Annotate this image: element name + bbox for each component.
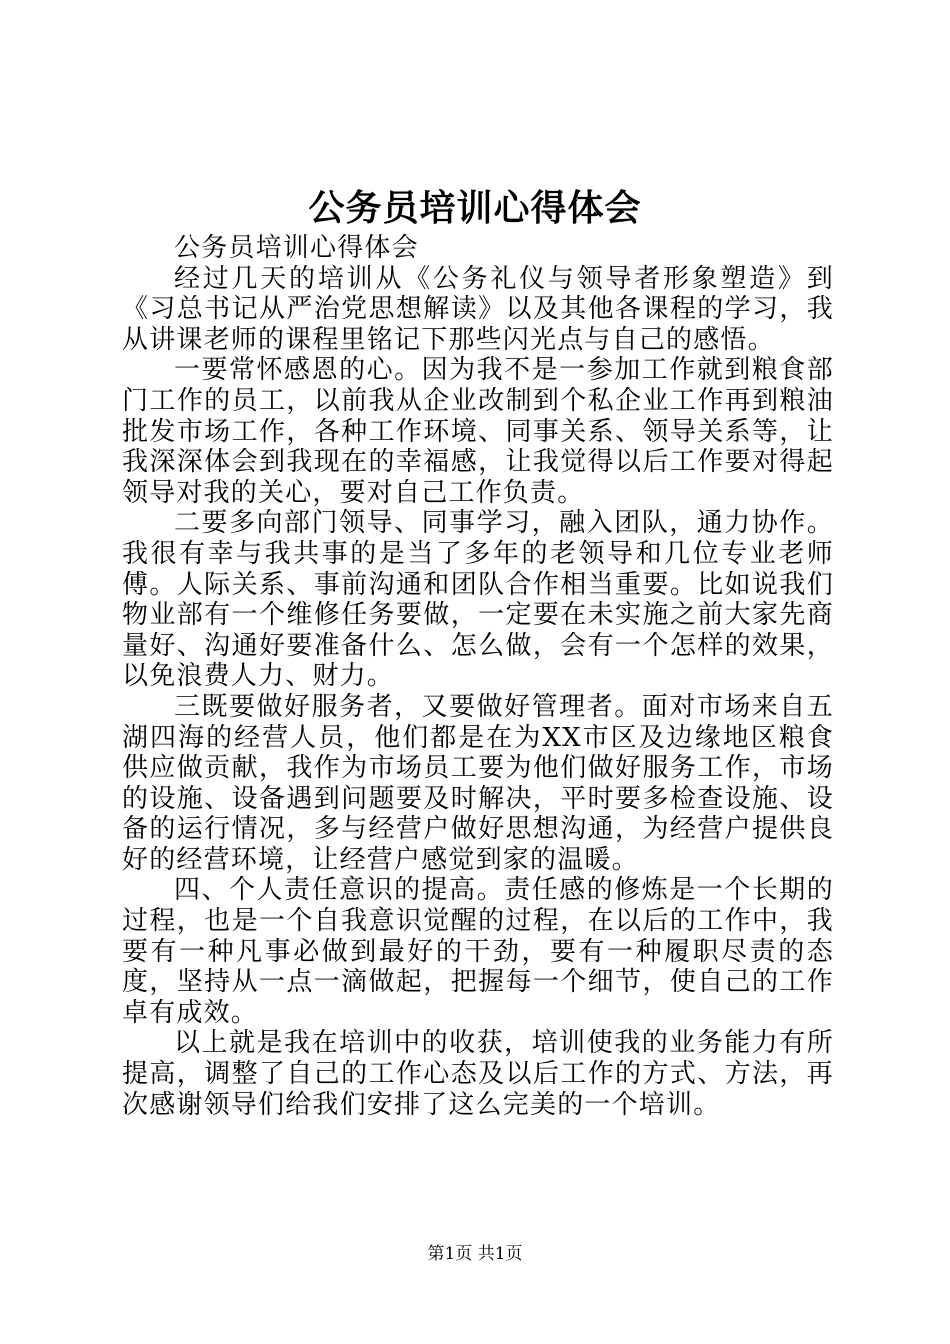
page-number-footer: 第1页 共1页 <box>427 1244 523 1264</box>
page-title: 公务员培训心得体会 <box>308 187 642 229</box>
paragraph-point-4: 四、个人责任意识的提高。责任感的修炼是一个长期的过程，也是一个自我意识觉醒的过程，在以后的工作中，我要有一种凡事必做到最好的干劲，要有一种履职尽责的态度，坚持从一点一滴做起，把握每一个细节，使自己的工作卓有成效。 <box>122 875 834 1028</box>
paragraph-subtitle: 公务员培训心得体会 <box>174 233 419 263</box>
paragraph-point-3: 三既要做好服务者，又要做好管理者。面对市场来自五湖四海的经营人员，他们都是在为XX市区及边缘地区粮食供应做贡献，我作为市场员工要为他们做好服务工作，市场的设施、设备遇到问题要及时解决，平时要多检查设施、设备的运行情况，多与经营户做好思想沟通，为经营户提供良好的经营环境，让经营户感觉到家的温暖。 <box>122 691 834 875</box>
paragraph-point-1: 一要常怀感恩的心。因为我不是一参加工作就到粮食部门工作的员工，以前我从企业改制到个私企业工作再到粮油批发市场工作，各种工作环境、同事关系、领导关系等，让我深深体会到我现在的幸福感，让我觉得以后工作要对得起领导对我的关心，要对自己工作负责。 <box>122 355 834 508</box>
paragraph-intro: 经过几天的培训从《公务礼仪与领导者形象塑造》到《习总书记从严治党思想解读》以及其他各课程的学习，我从讲课老师的课程里铭记下那些闪光点与自己的感悟。 <box>122 263 834 355</box>
paragraph-point-2: 二要多向部门领导、同事学习，融入团队，通力协作。我很有幸与我共事的是当了多年的老领导和几位专业老师傅。人际关系、事前沟通和团队合作相当重要。比如说我们物业部有一个维修任务要做，一定要在未实施之前大家先商量好、沟通好要准备什么、怎么做，会有一个怎样的效果，以免浪费人力、财力。 <box>122 508 834 692</box>
paragraph-conclusion: 以上就是我在培训中的收获，培训使我的业务能力有所提高，调整了自己的工作心态及以后工作的方式、方法，再次感谢领导们给我们安排了这么完美的一个培训。 <box>122 1028 834 1120</box>
document-body <box>122 233 834 1120</box>
